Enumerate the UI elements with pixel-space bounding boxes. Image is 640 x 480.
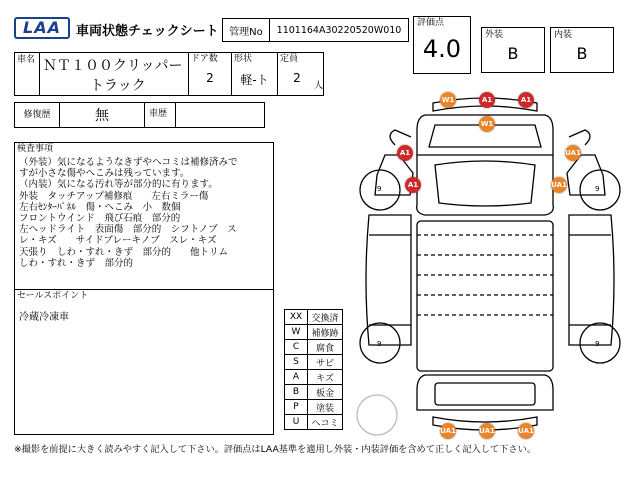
score-label: 評価点 <box>417 18 445 28</box>
tire-label: 9 <box>595 185 600 193</box>
car-name-line2: トラック <box>90 78 146 94</box>
footer-note: ※撮影を前提に大きく読みやすく記入して下さい。評価点はLAA基準を適用し外装・内装評価を含めて正しく記入して下さい。 <box>14 444 536 455</box>
vehicle-diagram <box>355 85 625 445</box>
damage-marker: A1 <box>479 92 495 108</box>
inspection-lines <box>19 157 238 269</box>
exterior-grade: B <box>507 44 519 63</box>
capacity-cell <box>277 52 324 96</box>
damage-marker: W1 <box>479 116 495 132</box>
doors-cell <box>188 52 232 96</box>
inspection-line: 外装 タッチアップ補修痕 左右ミラー傷 <box>19 190 209 202</box>
damage-marker: UA1 <box>518 423 534 439</box>
sheet-title: 車両状態チェックシート <box>76 24 219 39</box>
mgmt-number: 1101164A30220520W010 <box>269 18 409 42</box>
tire-label: 9 <box>377 340 382 348</box>
inspection-box <box>14 142 274 290</box>
damage-marker: A1 <box>405 177 421 193</box>
logo-text: LAA <box>23 18 61 37</box>
interior-label: 内装 <box>554 30 573 40</box>
sales-point-label: セールスポイント <box>17 291 89 301</box>
exterior-box <box>481 27 545 73</box>
inspection-line: （内装）気になる汚れ等が部分的に有ります。 <box>19 179 218 191</box>
inspection-line: 天張り しわ・すれ・きず 部分的 他トリム <box>19 246 229 258</box>
tire-label: 9 <box>595 340 600 348</box>
score-box <box>413 16 471 74</box>
car-name-cell <box>39 52 189 96</box>
vehicle-history-value <box>175 102 265 128</box>
legend-row: W 補修跡 <box>285 325 343 340</box>
legend-row: S サビ <box>285 355 343 370</box>
repair-history-label: 修復歴 <box>14 102 60 128</box>
shape-value: 軽-ト <box>240 73 269 87</box>
laa-logo <box>14 17 70 39</box>
damage-marker: UA1 <box>565 145 581 161</box>
damage-marker: UA1 <box>440 423 456 439</box>
capacity-value: 2 <box>293 71 301 85</box>
tire-label: 9 <box>377 185 382 193</box>
damage-legend <box>284 309 343 430</box>
sales-point-box <box>14 289 274 435</box>
damage-marker: UA1 <box>479 423 495 439</box>
legend-row: A キズ <box>285 370 343 385</box>
legend-row: XX 交換済 <box>285 310 343 325</box>
inspection-line: しわ・すれ・きず 部分的 <box>19 257 134 269</box>
car-name-line1: ＮＴ１００クリッパー <box>43 58 183 74</box>
damage-marker: UA1 <box>551 177 567 193</box>
doors-value: 2 <box>206 71 214 85</box>
damage-marker: A1 <box>518 92 534 108</box>
interior-grade: B <box>576 44 588 63</box>
inspection-line: （外装）気になるようなきずやヘコミは補修済みで <box>19 157 238 168</box>
car-name-label-cell <box>14 52 40 96</box>
inspection-label: 検査事項 <box>17 144 54 154</box>
inspection-line: すが小さな傷やへこみは残っています。 <box>19 168 190 180</box>
inspection-line: レ・キズ サイドブレーキノブ スレ・キズ <box>19 235 217 247</box>
repair-history-value: 無 <box>59 102 145 128</box>
sales-point-text: 冷蔵冷凍車 <box>19 312 69 323</box>
inspection-line: 左ヘッドライト 表面傷 部分的 シフトノブ ス <box>19 224 237 236</box>
legend-row: C 腐食 <box>285 340 343 355</box>
interior-box <box>550 27 614 73</box>
exterior-label: 外装 <box>485 30 504 40</box>
damage-marker: W1 <box>440 92 456 108</box>
legend-row: P 塗装 <box>285 400 343 415</box>
legend-row: U ヘコミ <box>285 415 343 430</box>
car-name-label: 車名 <box>17 55 36 65</box>
capacity-unit: 人 <box>314 81 324 91</box>
mgmt-label: 管理No <box>222 18 270 42</box>
damage-marker: A1 <box>397 145 413 161</box>
inspection-line: フロントウインド 飛び石痕 部分的 <box>19 213 181 225</box>
doors-label: ドア数 <box>191 54 218 64</box>
vehicle-history-label: 車歴 <box>144 102 176 128</box>
inspection-line: 左右ｾﾝﾀｰﾊﾟﾈﾙ 傷・へこみ 小 数個 <box>19 201 181 213</box>
shape-cell <box>231 52 278 96</box>
shape-label: 形状 <box>234 54 253 64</box>
capacity-label: 定員 <box>280 54 299 64</box>
score-value: 4.0 <box>422 35 462 63</box>
legend-row: B 板金 <box>285 385 343 400</box>
